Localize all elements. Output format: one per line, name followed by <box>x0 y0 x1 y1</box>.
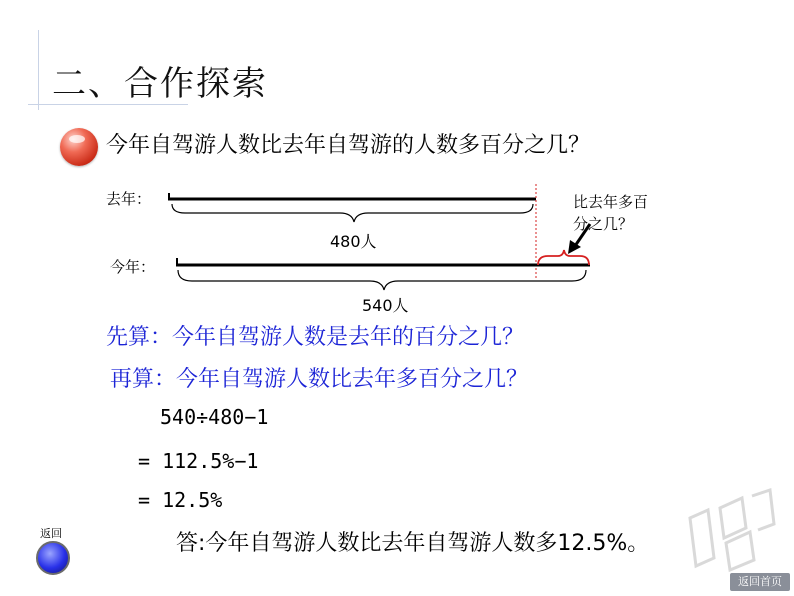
watermark-logo-icon <box>680 488 780 578</box>
this-year-value: 540人 <box>362 296 409 315</box>
question-text: 今年自驾游人数比去年自驾游的人数多百分之几？ <box>106 133 591 158</box>
callout-line-1: 比去年多百 <box>573 193 649 211</box>
last-year-brace <box>172 204 533 222</box>
last-year-label: 去年： <box>106 190 152 208</box>
section-title: 二、合作探索 <box>52 64 268 104</box>
step-first: 先算：今年自驾游人数是去年的百分之几？ <box>106 325 525 350</box>
this-year-brace <box>178 270 586 290</box>
back-label: 返回 <box>40 527 62 540</box>
calc-line-1: 540÷480−1 <box>160 405 269 429</box>
last-year-value: 480人 <box>330 232 377 251</box>
calc-line-3: = 12.5% <box>138 488 223 512</box>
this-year-label: 今年： <box>110 258 156 276</box>
home-button[interactable]: 返回首页 <box>730 573 790 591</box>
back-button[interactable] <box>36 541 70 575</box>
callout-line-2: 分之几？ <box>573 215 634 233</box>
difference-brace <box>538 250 589 265</box>
step-then: 再算：今年自驾游人数比去年多百分之几？ <box>110 367 529 392</box>
calc-line-2: = 112.5%−1 <box>138 449 259 473</box>
answer-text: 答:今年自驾游人数比去年自驾游人数多12.5%。 <box>176 531 650 556</box>
callout-text <box>573 191 648 235</box>
